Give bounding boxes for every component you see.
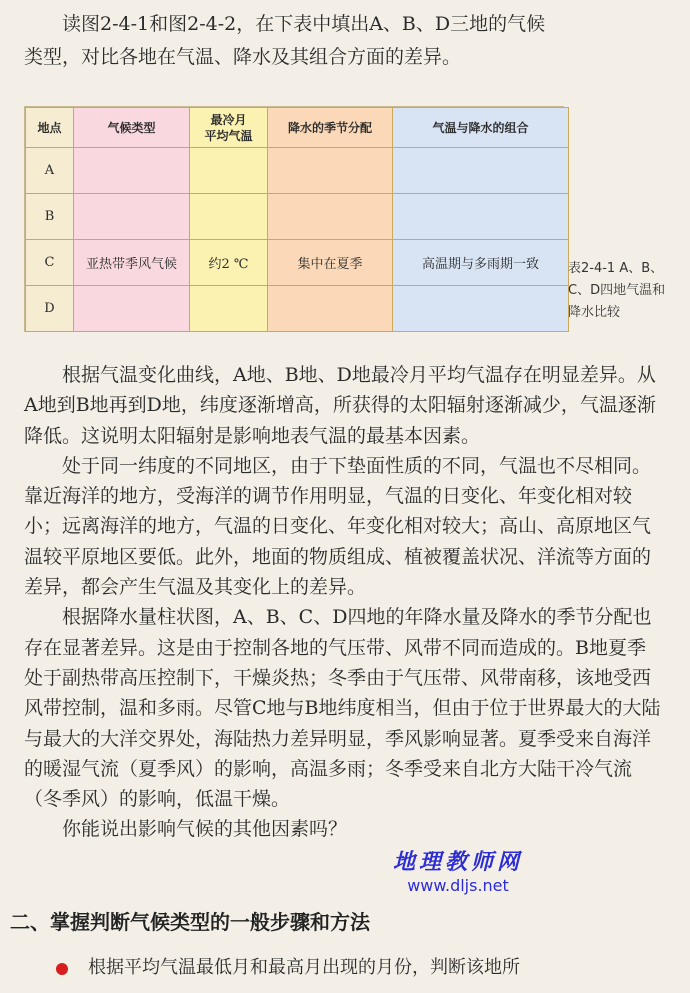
cell-climate-type — [74, 194, 190, 240]
cell-precip-season — [268, 194, 393, 240]
cell-location: A — [26, 148, 74, 194]
site-watermark — [378, 850, 538, 896]
cell-combo — [393, 194, 569, 240]
table-caption — [568, 258, 690, 324]
cell-climate-type — [74, 148, 190, 194]
header-precip-season: 降水的季节分配 — [268, 108, 393, 148]
watermark-title: 地理教师网 — [392, 850, 523, 875]
cell-location: B — [26, 194, 74, 240]
comparison-table — [24, 106, 564, 332]
cell-precip-season: 集中在夏季 — [268, 240, 393, 286]
cell-location: D — [26, 286, 74, 332]
cell-coldest-temp — [190, 286, 268, 332]
table-row — [26, 240, 569, 286]
cell-coldest-temp — [190, 148, 268, 194]
intro-text — [24, 8, 644, 74]
section-heading: 二、掌握判断气候类型的一般步骤和方法 — [10, 910, 370, 934]
table-header-row — [26, 108, 569, 148]
header-temp-precip-combo: 气温与降水的组合 — [393, 108, 569, 148]
table-row — [26, 148, 569, 194]
table-row — [26, 286, 569, 332]
cell-precip-season — [268, 148, 393, 194]
cell-climate-type — [74, 286, 190, 332]
paragraph: 根据气温变化曲线，A地、B地、D地最冷月平均气温存在明显差异。从A地到B地再到D地，纬度逐渐增高，所获得的太阳辐射逐渐减少，气温逐渐降低。这说明太阳辐射是影响地表气温的最基本因素。 — [24, 364, 656, 447]
bullet-dot-icon — [56, 963, 68, 975]
paragraph: 根据降水量柱状图，A、B、C、D四地的年降水量及降水的季节分配也存在显著差异。这是由于控制各地的气压带、风带不同而造成的。B地夏季处于副热带高压控制下，干燥炎热；冬季由于气压带、风带南移，该地受西风带控制，温和多雨。尽管C地与B地纬度相当，但由于位于世界最大的大陆与最大的大洋交界处，海陆热力差异明显，季风影响显著。夏季受来自海洋的暖湿气流（夏季风）的影响，高温多雨；冬季受来自北方大陆干冷气流（冬季风）的影响，低温干燥。 — [24, 606, 661, 811]
cell-combo — [393, 286, 569, 332]
cell-coldest-temp: 约2 ℃ — [190, 240, 268, 286]
header-climate-type: 气候类型 — [74, 108, 190, 148]
caption-line-2: C、D四地气温和 — [568, 283, 666, 298]
paragraph: 处于同一纬度的不同地区，由于下垫面性质的不同，气温也不尽相同。靠近海洋的地方，受海洋的调节作用明显，气温的日变化、年变化相对较小；远离海洋的地方，气温的日变化、年变化相对较大；高山、高原地区气温较平原地区要低。此外，地面的物质组成、植被覆盖状况、洋流等方面的差异，都会产生气温及其变化上的差异。 — [24, 454, 652, 599]
body-text — [24, 360, 664, 845]
cell-combo: 高温期与多雨期一致 — [393, 240, 569, 286]
bullet-text: 根据平均气温最低月和最高月出现的月份，判断该地所 — [88, 957, 520, 978]
intro-line-2: 类型，对比各地在气温、降水及其组合方面的差异。 — [24, 46, 462, 68]
intro-line-1: 读图2-4-1和图2-4-2，在下表中填出A、B、D三地的气候 — [62, 13, 546, 35]
cell-precip-season — [268, 286, 393, 332]
header-location: 地点 — [26, 108, 74, 148]
table-row — [26, 194, 569, 240]
paragraph: 你能说出影响气候的其他因素吗？ — [62, 818, 348, 841]
cell-location: C — [26, 240, 74, 286]
cell-climate-type: 亚热带季风气候 — [74, 240, 190, 286]
cell-coldest-temp — [190, 194, 268, 240]
watermark-url: www.dljs.net — [407, 876, 509, 895]
cell-combo — [393, 148, 569, 194]
header-coldest-month-temp: 最冷月 平均气温 — [190, 108, 268, 148]
caption-line-1: 表2-4-1 A、B、 — [568, 261, 664, 276]
caption-line-3: 降水比较 — [568, 305, 621, 320]
